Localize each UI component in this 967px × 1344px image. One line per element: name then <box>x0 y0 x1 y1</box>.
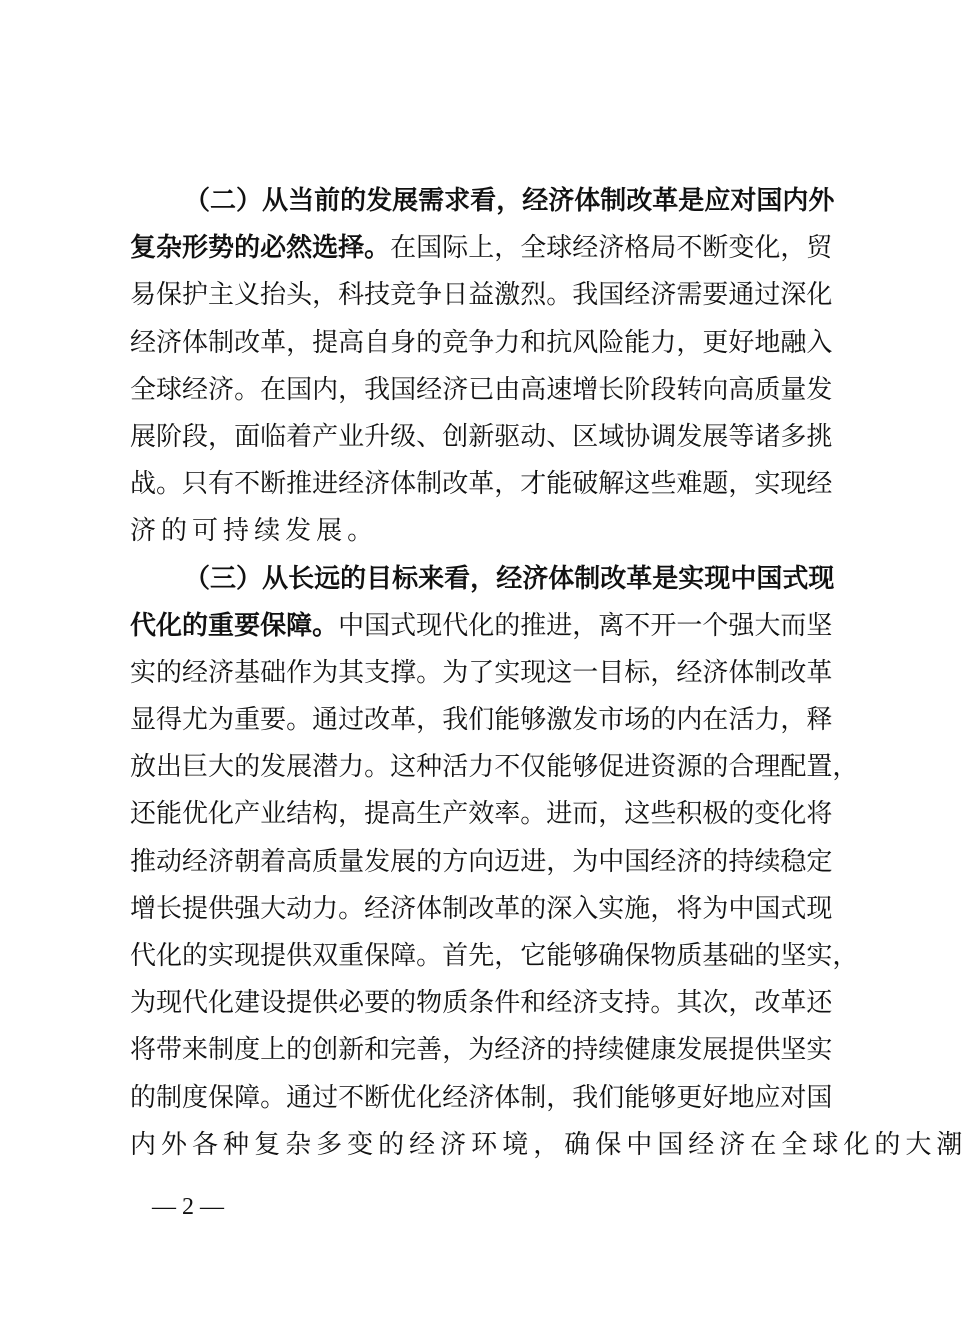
text-line: 展 阶 段 ， 面 临 着 产 业 升 级 、 创 新 驱 动 、 区 域 协 调 发 展 等 诸 多 挑 <box>130 421 833 452</box>
text-line: 复 杂 形 势 的 必 然 选 择 。 在 国 际 上 ， 全 球 经 济 格 局 不 断 变 化 ， 贸 <box>130 233 833 264</box>
text-line: 为 现 代 化 建 设 提 供 必 要 的 物 质 条 件 和 经 济 支 持 。 其 次 ， 改 革 还 <box>130 988 833 1019</box>
text-line: 显 得 尤 为 重 要 。 通 过 改 革 ， 我 们 能 够 激 发 市 场 的 内 在 活 力 ， 释 <box>130 705 833 736</box>
page-number: — 2 — <box>152 1194 224 1220</box>
text-line: 还 能 优 化 产 业 结 构 ， 提 高 生 产 效 率 。 进 而 ， 这 些 积 极 的 变 化 将 <box>130 799 833 830</box>
text-line: （ 三 ） 从 长 远 的 目 标 来 看 ， 经 济 体 制 改 革 是 实 现 中 国 式 现 <box>184 563 835 594</box>
text-line: 代 化 的 重 要 保 障 。 中 国 式 现 代 化 的 推 进 ， 离 不 开 一 个 强 大 而 坚 <box>130 610 833 641</box>
text-line: 实 的 经 济 基 础 作 为 其 支 撑 。 为 了 实 现 这 一 目 标 ， 经 济 体 制 改 革 <box>130 657 833 688</box>
text-line: 济 的 可 持 续 发 展 。 <box>130 516 379 547</box>
text-line: 的 制 度 保 障 。 通 过 不 断 优 化 经 济 体 制 ， 我 们 能 够 更 好 地 应 对 国 <box>130 1082 833 1113</box>
text-line: 代 化 的 实 现 提 供 双 重 保 障 。 首 先 ， 它 能 够 确 保 物 质 基 础 的 坚 实 ， <box>130 941 859 971</box>
text-line: 放 出 巨 大 的 发 展 潜 力 。 这 种 活 力 不 仅 能 够 促 进 资 源 的 合 理 配 置 ， <box>130 752 859 783</box>
text-line: 推 动 经 济 朝 着 高 质 量 发 展 的 方 向 迈 进 ， 为 中 国 经 济 的 持 续 稳 定 <box>130 846 833 877</box>
text-line: 战 。 只 有 不 断 推 进 经 济 体 制 改 革 ， 才 能 破 解 这 些 难 题 ， 实 现 经 <box>130 469 833 500</box>
text-line: 全 球 经 济 。 在 国 内 ， 我 国 经 济 已 由 高 速 增 长 阶 段 转 向 高 质 量 发 <box>130 374 833 405</box>
text-line: 将 带 来 制 度 上 的 创 新 和 完 善 ， 为 经 济 的 持 续 健 康 发 展 提 供 坚 实 <box>130 1035 833 1066</box>
paragraph <box>130 556 967 1169</box>
text-line: 易 保 护 主 义 抬 头 ， 科 技 竞 争 日 益 激 烈 。 我 国 经 济 需 要 通 过 深 化 <box>130 280 833 311</box>
text-line: （ 二 ） 从 当 前 的 发 展 需 求 看 ， 经 济 体 制 改 革 是 应 对 国 内 外 <box>184 186 835 216</box>
text-line: 经 济 体 制 改 革 ， 提 高 自 身 的 竞 争 力 和 抗 风 险 能 力 ， 更 好 地 融 入 <box>130 327 833 358</box>
text-line: 内 外 各 种 复 杂 多 变 的 经 济 环 境 ， 确 保 中 国 经 济 在 全 球 化 的 大 潮 <box>130 1129 967 1160</box>
body-text <box>130 178 967 1169</box>
text-line: 增 长 提 供 强 大 动 力 。 经 济 体 制 改 革 的 深 入 实 施 ， 将 为 中 国 式 现 <box>130 893 833 924</box>
paragraph <box>130 178 835 556</box>
